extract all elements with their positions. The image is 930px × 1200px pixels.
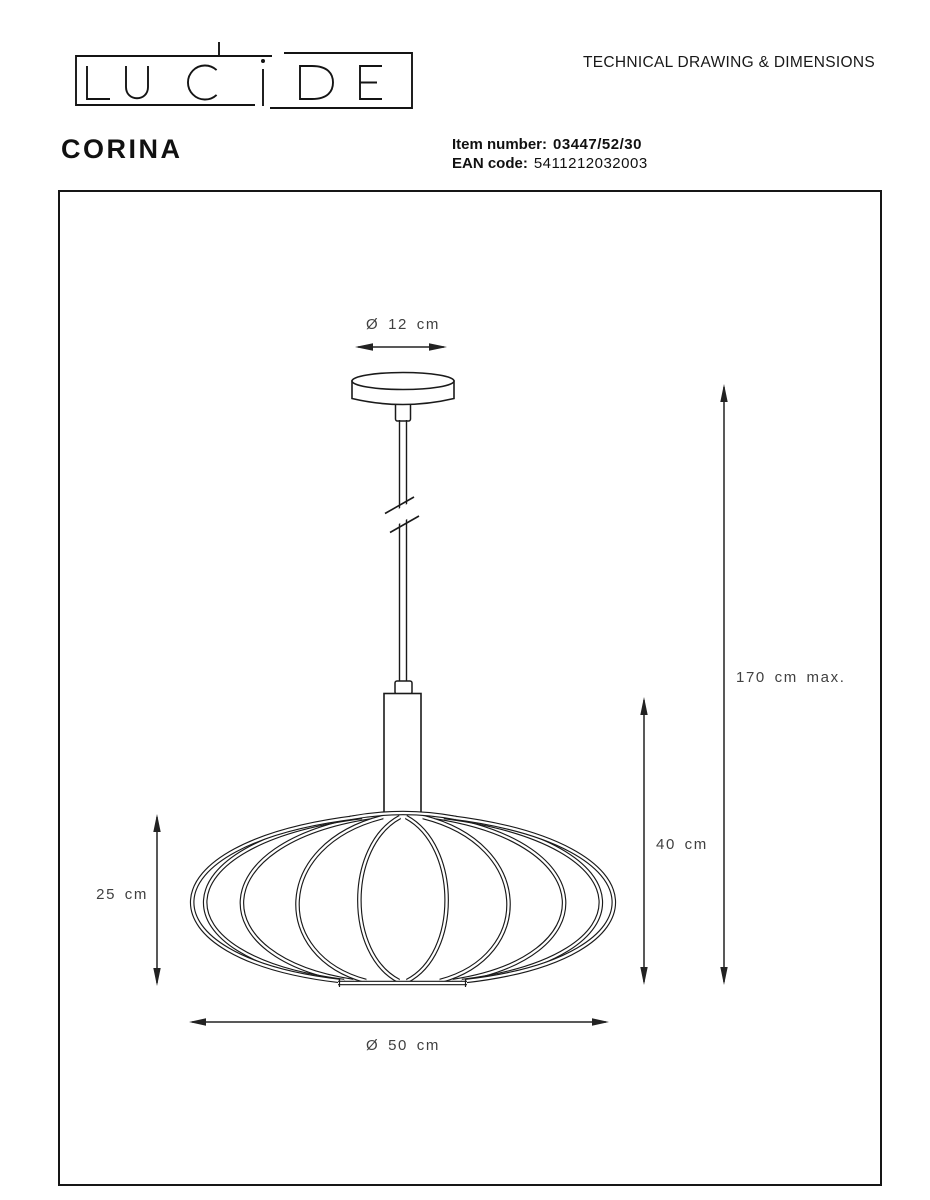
canopy-top bbox=[352, 373, 454, 390]
item-number-value: 03447/52/30 bbox=[553, 136, 642, 153]
holder-tube bbox=[384, 694, 421, 814]
arrow-fixture-height bbox=[640, 697, 647, 985]
arrow-canopy-diameter bbox=[355, 343, 447, 350]
arrow-max-height bbox=[720, 384, 727, 985]
shade-rib-center-right bbox=[406, 817, 447, 981]
dimension-label-fixture-height: 40 cm bbox=[656, 836, 708, 853]
dimension-arrows bbox=[153, 343, 727, 1025]
dimension-label-shade-height: 25 cm bbox=[96, 886, 148, 903]
wire-shade bbox=[192, 813, 614, 987]
product-name: CORINA bbox=[61, 134, 183, 164]
lamp-holder bbox=[384, 681, 421, 814]
dimension-label-shade-diameter: Ø 50 cm bbox=[366, 1037, 440, 1054]
shade-top-ring bbox=[350, 813, 456, 818]
suspension-cable bbox=[385, 420, 419, 683]
ean-label: EAN code: bbox=[452, 155, 528, 172]
dimension-label-canopy-diameter: Ø 12 cm bbox=[366, 316, 440, 333]
canopy bbox=[352, 373, 454, 422]
ean-value: 5411212032003 bbox=[533, 155, 648, 172]
dimension-label-max-height: 170 cm max. bbox=[736, 669, 846, 686]
page-title: TECHNICAL DRAWING & DIMENSIONS bbox=[582, 54, 875, 71]
shade-rib-edge-left bbox=[205, 817, 362, 981]
item-number-label: Item number: bbox=[452, 136, 548, 153]
shade-rib-edge-right bbox=[444, 817, 601, 981]
holder-connector bbox=[395, 681, 412, 694]
shade-rib-center-left bbox=[359, 817, 400, 981]
arrow-shade-diameter bbox=[189, 1018, 609, 1025]
shade-rib-mid-left bbox=[297, 817, 383, 981]
arrow-shade-height bbox=[153, 814, 160, 986]
shade-rib-mid-right bbox=[423, 817, 509, 981]
